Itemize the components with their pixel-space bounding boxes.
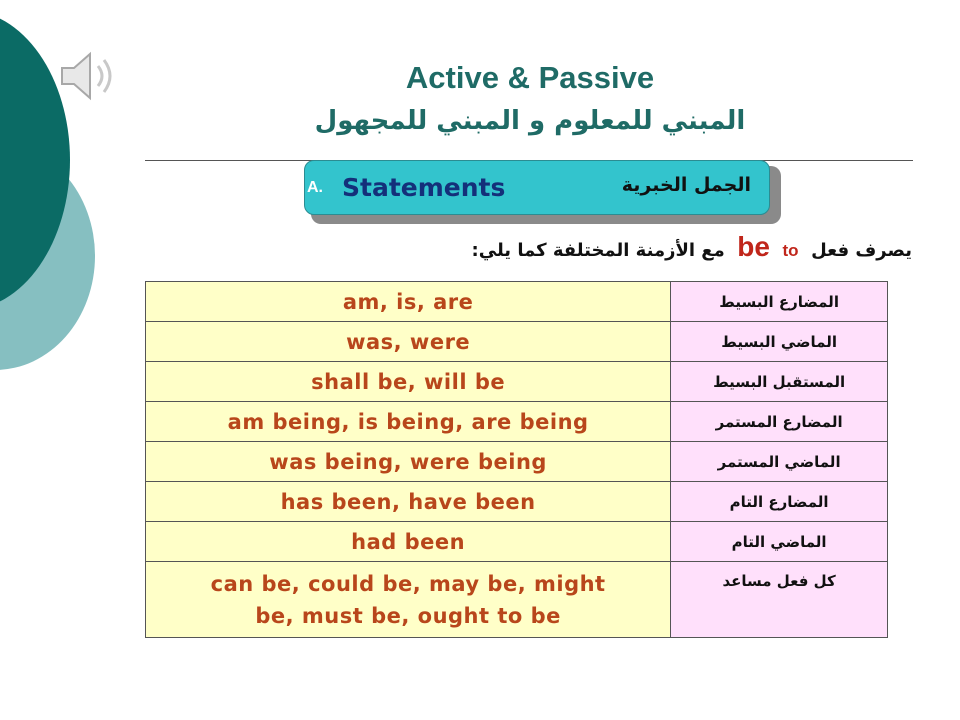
section-title-arabic: الجمل الخبرية (621, 174, 751, 196)
tense-name-cell: الماضي التام (671, 522, 888, 562)
intro-after: مع الأزمنة المختلفة كما يلي: (471, 240, 725, 261)
title-english: Active & Passive (405, 60, 655, 95)
table-row (146, 282, 888, 322)
table-row (146, 522, 888, 562)
intro-be: be (737, 231, 770, 262)
tense-name-cell: كل فعل مساعد (671, 562, 888, 638)
table-row (146, 322, 888, 362)
section-letter: A. (307, 179, 323, 196)
tense-name-cell: الماضي البسيط (671, 322, 888, 362)
intro-sentence (360, 231, 912, 271)
table-row (146, 402, 888, 442)
intro-before: يصرف فعل (811, 240, 912, 261)
tense-name-cell: المستقبل البسيط (671, 362, 888, 402)
verb-forms-cell (146, 562, 671, 638)
section-banner (304, 160, 770, 215)
tense-name-cell: المضارع البسيط (671, 282, 888, 322)
verb-forms-line-2: be, must be, ought to be (255, 603, 561, 628)
tense-name-cell: المضارع المستمر (671, 402, 888, 442)
verb-forms-cell: has been, have been (146, 482, 671, 522)
tense-name-cell: الماضي المستمر (671, 442, 888, 482)
table-row (146, 442, 888, 482)
section-title-english: Statements (342, 173, 506, 202)
table-row (146, 562, 888, 638)
tense-name-cell: المضارع التام (671, 482, 888, 522)
intro-to: to (782, 241, 799, 260)
verb-forms-cell: am, is, are (146, 282, 671, 322)
verb-forms-cell: was, were (146, 322, 671, 362)
verb-forms-cell: had been (146, 522, 671, 562)
verb-forms-cell: am being, is being, are being (146, 402, 671, 442)
speaker-icon[interactable] (58, 48, 120, 104)
tense-table (145, 281, 888, 638)
table-row (146, 362, 888, 402)
title-arabic: المبني للمعلوم و المبني للمجهول (314, 106, 746, 136)
verb-forms-cell: was being, were being (146, 442, 671, 482)
table-row (146, 482, 888, 522)
verb-forms-line-1: can be, could be, may be, might (210, 571, 606, 596)
verb-forms-cell: shall be, will be (146, 362, 671, 402)
